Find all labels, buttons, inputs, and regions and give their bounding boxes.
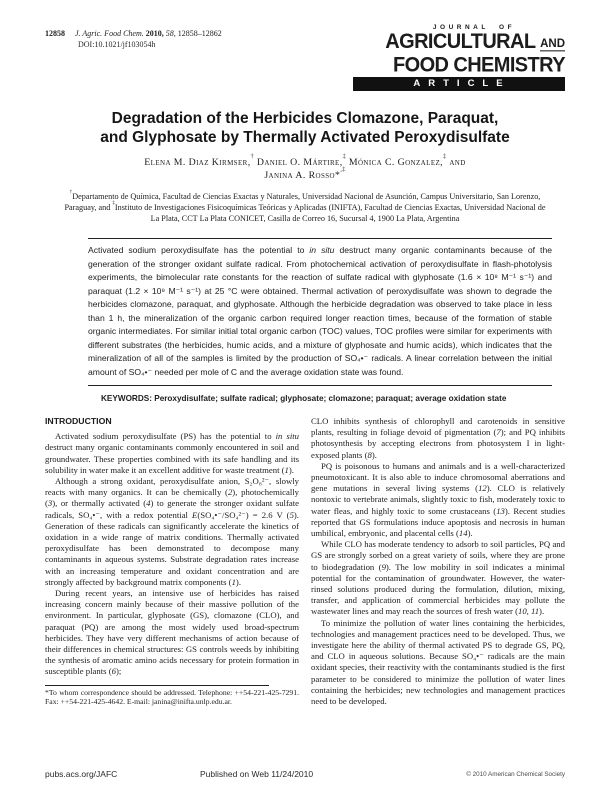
journal-name-agricultural: AGRICULTURAL (385, 30, 536, 54)
body-paragraph: PQ is poisonous to humans and animals and is a well-characterized pneumotoxicant. It is also able to induce chromosomal aberrations and gene mutations in several living systems (12). CLO is relatively nontoxic to vertebrate animals, slightly toxic to fish, moderately toxic to water fleas, and highly toxic to some crustaceans (13). Recent studies reported that GS formulations induce apoptosis and necrosis in human umbilical, embryonic, and placental cells (14). (311, 460, 565, 539)
body-paragraph: Although a strong oxidant, peroxydisulfate anion, S₂O₈²⁻, slowly reacts with many organics. It can be chemically (2), photochemically (3), or thermally activated (4) to generate the stronger oxidant sulfate radicals, SO₄•⁻, with a redox potential E(SO₄•⁻/SO₄²⁻) = 2.6 V (5). Generation of these radicals can significantly accelerate the kinetics of oxidation in a wide range of matrix conditions. Thermally activated peroxydisulfate has been demonstrated to decompose many contaminants in aqueous systems. Substrate degradation rates increase with an increasing temperature and oxidant concentration and are strongly affected by background matrix components (1). (45, 476, 300, 587)
body-paragraph: During recent years, an intensive use of herbicides has raised increasing concern mainly because of their massive pollution of the environment. In particular, glyphosate (GS), clomazone (CLO), and paraquat (PQ) are among the most widely used broad-spectrum herbicides. They have very different mechanisms of action because of their differences in chemical structures: GS controls weeds by inhibiting the synthesis of aromatic amino acids necessary for protein formation in susceptible plants (6); (45, 588, 299, 677)
journal-logo (353, 24, 565, 91)
body-paragraph: CLO inhibits synthesis of chlorophyll and carotenoids in sensitive plants, resulting in foliage devoid of pigmentation (7); and PQ inhibits photosynthesis by accepting electrons from photosystem I in light-exposed plants (8). (311, 416, 565, 460)
affiliations: †Departamento de Química, Facultad de Ciencias Exactas y Naturales, Universidad Nacional de Asunción, Campus Universitario, San Lorenzo, Paraguay, and ‡Instituto de Investigaciones Fisicoquímicas Teóricas y Aplicadas (INIFTA), Facultad de Ciencias Exactas, Universidad Nacional de La Plata, CCT La Plata CONICET, Casilla de Correo 16, Sucursal 4, 1900 La Plata, Argentina (64, 188, 546, 223)
journal-of-label: JOURNAL OF (432, 24, 516, 31)
citation-line (45, 28, 222, 39)
body-paragraph: While CLO has moderate tendency to adsorb to soil particles, PQ and GS are strongly sorbed on a great variety of soils, where they are prone to biodegradation (9). The low mobility in soil indicates a minimal potential for the contamination of groundwater. However, the water-rinsed solutions produced during the formulation, dilution, mixing, transfer, and application of commercial herbicides may pollute the wastewater lines and may reach the sources of fresh water (10, 11). (311, 539, 565, 617)
divider-top (88, 238, 552, 239)
abstract-text: Activated sodium peroxydisulfate has the potential to in situ destruct many organic contaminants because of the generation of the stronger oxidant sulfate radical. From photochemical activation of peroxydisulfate in flash-photolysis experiments, the bimolecular rate constants for the reaction of sulfate radical with glyphosate (1.6 × 10⁸ M⁻¹ s⁻¹) and paraquat (1.2 × 10⁹ M⁻¹ s⁻¹) at 25 °C were obtained. Thermal activation of peroxydisulfate was shown to degrade the herbicides clomazone, paraquat, and glyphosate. Although the herbicide degradation was observed to take place in less than 1 h, the mineralization of the organic carbon required longer reaction times, because of the formation of stable organic intermediates. For similar initial total organic carbon (TOC) values, TOC profiles were similar for experiments with different substrates (the herbicides, humic acids, and a mixture of glyphosate and humic acids), which indicates that the mineralization of all of the samples is limited by the production of SO₄•⁻ radicals. A linear correlation between the initial amount of SO₄•⁻ needed per mole of C and the average oxidation state was found. (88, 245, 552, 377)
journal-name-line1 (353, 31, 565, 55)
right-column (311, 416, 565, 707)
footnote-divider (45, 685, 269, 686)
published-date: Published on Web 11/24/2010 (200, 769, 314, 779)
article-title-line1: Degradation of the Herbicides Clomazone, Paraquat, (111, 110, 499, 127)
author-line1: Elena M. Diaz Kirmser,† Daniel O. Mártire,‡ Mónica C. Gonzalez,‡ and (144, 154, 466, 168)
abstract-section (88, 238, 552, 403)
article-title-line2: and Glyphosate by Thermally Activated Peroxydisulfate (100, 129, 510, 146)
copyright-notice: © 2010 American Chemical Society (466, 771, 565, 778)
keywords-line (101, 394, 552, 403)
divider-bottom (88, 385, 552, 386)
page-number: 12858 (45, 29, 65, 38)
page-footer (45, 769, 565, 783)
left-column (45, 416, 299, 707)
author-line2: Janina A. Rosso*,‡ (264, 167, 346, 181)
journal-name-and: AND (540, 37, 565, 51)
keywords-label: KEYWORDS: (101, 394, 152, 403)
article-type-banner: ARTICLE (353, 77, 565, 91)
journal-citation: J. Agric. Food Chem. 2010, 58, 12858–12862 (75, 29, 222, 38)
masthead (45, 24, 565, 96)
journal-name-line2: FOOD CHEMISTRY (393, 53, 565, 77)
body-paragraph: To minimize the pollution of water lines containing the herbicides, technologies and management practices need to be developed. Thus, we investigate here the ability of thermal activated PS to degrade GS, PQ, and CLO in aqueous solutions. Because SO₄•⁻ radicals are the main oxidant species, their reactivity with the contaminants studied is the first parameter to be considered to minimize the pollution of water lines containing the herbicides; new technologies and management practices need to be developed. (311, 617, 565, 707)
article-title (45, 109, 565, 147)
body-columns (45, 416, 565, 707)
doi: DOI:10.1021/jf103054h (78, 40, 156, 49)
body-paragraph: Activated sodium peroxydisulfate (PS) has the potential to in situ destruct many organic contaminants commonly encountered in soil and groundwater. These properties combined with its safe handling and its solubility in water make it an excellent additive for waste treatment (1). (45, 431, 299, 475)
keywords-text: Peroxydisulfate; sulfate radical; glyphosate; clomazone; paraquat; average oxidation state (154, 394, 507, 403)
correspondence-footnote: *To whom correspondence should be addressed. Telephone: ++54-221-425-7291. Fax: ++54-221-425-4642. E-mail: janina@inifta.unlp.edu.ar. (45, 687, 299, 707)
citation-block (45, 24, 222, 50)
publisher-url: pubs.acs.org/JAFC (45, 769, 118, 779)
author-list (45, 156, 565, 182)
introduction-heading: INTRODUCTION (45, 416, 112, 426)
